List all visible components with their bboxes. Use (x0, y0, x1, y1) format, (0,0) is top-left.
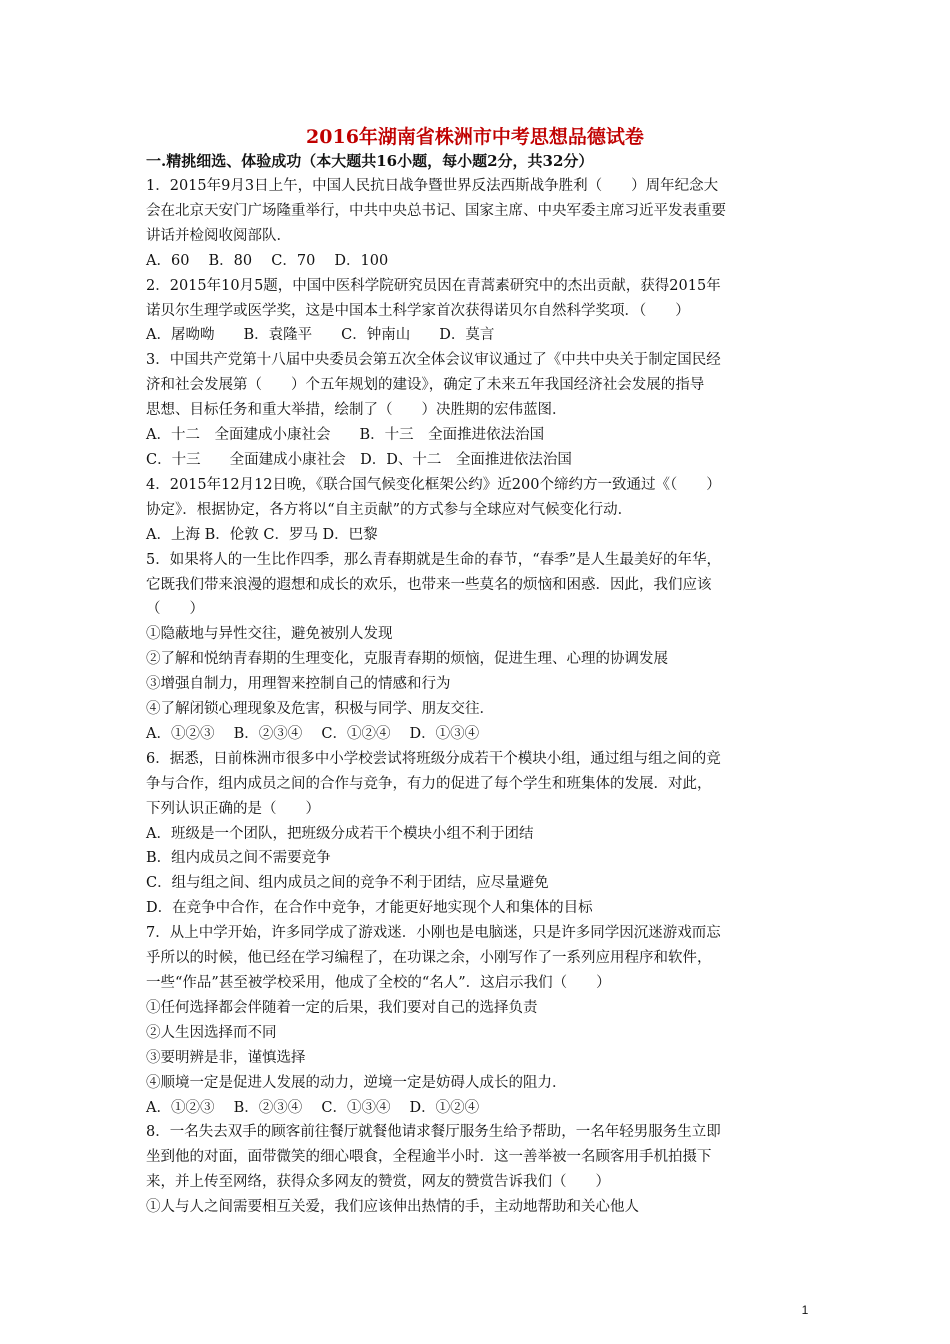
text-line: A．屠呦呦 B．袁隆平 C．钟南山 D．莫言 (146, 327, 495, 344)
text-line: 讲话并检阅收阅部队． (146, 227, 291, 244)
text-line: A．①②③ B．②③④ C．①②④ D．①③④ (146, 725, 480, 742)
text-line: C．十三 全面建成小康社会 D．D、十二 全面推进依法治国 (146, 451, 572, 468)
text-line: 协定》．根据协定，各方将以“自主贡献”的方式参与全球应对气候变化行动． (146, 501, 633, 518)
text-line: 坐到他的对面，面带微笑的细心喂食，全程逾半小时．这一善举被一名顾客用手机拍摄下 (146, 1149, 712, 1166)
text-line: ③增强自制力，用理智来控制自己的情感和行为 (146, 676, 451, 693)
text-line: 会在北京天安门广场隆重举行，中共中央总书记、国家主席、中央军委主席习近平发表重要 (146, 202, 726, 219)
text-line: ①人与人之间需要相互关爱，我们应该伸出热情的手，主动地帮助和关心他人 (146, 1199, 639, 1216)
text-line: 4．2015年12月12日晚，《联合国气候变化框架公约》近200个缔约方一致通过《（ ） (146, 476, 721, 493)
text-line: A．①②③ B．②③④ C．①③④ D．①②④ (146, 1099, 480, 1116)
text-line: 思想、目标任务和重大举措，绘制了（ ）决胜期的宏伟蓝图． (146, 402, 567, 419)
text-line: 3．中国共产党第十八届中央委员会第五次全体会议审议通过了《中共中央关于制定国民经 (146, 352, 721, 369)
text-line: ①隐蔽地与异性交往，避免被别人发现 (146, 626, 393, 643)
text-line: 诺贝尔生理学或医学奖，这是中国本土科学家首次获得诺贝尔自然科学奖项．（ ） (146, 302, 690, 319)
text-line: B．组内成员之间不需要竞争 (146, 850, 331, 867)
text-line: （ ） (146, 601, 204, 618)
page-number: 1 (801, 1303, 809, 1317)
text-line: 争与合作，组内成员之间的合作与竞争，有力的促进了每个学生和班集体的发展．对此， (146, 775, 712, 792)
text-line: 一些“作品”甚至被学校采用，他成了全校的“名人”．这启示我们（ ） (146, 975, 611, 991)
text-line: 6．据悉，日前株洲市很多中小学校尝试将班级分成若干个模块小组，通过组与组之间的竞 (146, 750, 721, 767)
text-line: ②了解和悦纳青春期的生理变化，克服青春期的烦恼，促进生理、心理的协调发展 (146, 651, 668, 668)
text-line: 7．从上中学开始，许多同学成了游戏迷．小刚也是电脑迷，只是许多同学因沉迷游戏而忘 (146, 925, 721, 942)
text-line: A．十二 全面建成小康社会 B．十三 全面推进依法治国 (146, 427, 545, 444)
text-line: ③要明辨是非，谨慎选择 (146, 1049, 306, 1066)
text-line: 2．2015年10月5题，中国中医科学院研究员因在青蒿素研究中的杰出贡献，获得2015年 (146, 277, 721, 294)
text-line: C．组与组之间、组内成员之间的竞争不利于团结，应尽量避免 (146, 875, 549, 892)
text-line: 它既我们带来浪漫的遐想和成长的欢乐，也带来一些莫名的烦恼和困惑．因此，我们应该 (146, 576, 712, 593)
text-line: A．上海 B．伦敦 C．罗马 D．巴黎 (146, 526, 378, 543)
text-line: 济和社会发展第（ ）个五年规划的建设》，确定了未来五年我国经济社会发展的指导 (146, 377, 705, 394)
document-body (146, 174, 816, 1220)
document-title: 2016年湖南省株洲市中考思想品德试卷 (306, 126, 644, 148)
text-line: ④顺境一定是促进人发展的动力，逆境一定是妨碍人成长的阻力． (146, 1074, 567, 1091)
text-line: A．60 B．80 C．70 D．100 (146, 252, 389, 269)
text-line: ①任何选择都会伴随着一定的后果，我们要对自己的选择负责 (146, 999, 538, 1016)
text-line: 5．如果将人的一生比作四季，那么青春期就是生命的春节，“春季”是人生最美好的年华， (146, 551, 722, 568)
text-line: ④了解闭锁心理现象及危害，积极与同学、朋友交往． (146, 701, 494, 718)
text-line: A．班级是一个团队，把班级分成若干个模块小组不利于团结 (146, 825, 534, 842)
text-line: D．在竞争中合作，在合作中竞争，才能更好地实现个人和集体的目标 (146, 900, 593, 917)
text-line: ②人生因选择而不同 (146, 1024, 277, 1041)
text-line: 来，并上传至网络，获得众多网友的赞赏，网友的赞赏告诉我们（ ） (146, 1174, 610, 1191)
text-line: 下列认识正确的是（ ） (146, 800, 320, 817)
text-line: 1．2015年9月3日上午，中国人民抗日战争暨世界反法西斯战争胜利（ ）周年纪念大 (146, 178, 719, 194)
text-line: 乎所以的时候，他已经在学习编程了，在功课之余，小刚写作了一系列应用程序和软件， (146, 950, 712, 967)
text-line: 8．一名失去双手的顾客前往餐厅就餐他请求餐厅服务生给予帮助，一名年轻男服务生立即 (146, 1124, 721, 1141)
section-heading: 一.精挑细选、体验成功（本大题共16小题，每小题2分，共32分） (146, 152, 594, 170)
